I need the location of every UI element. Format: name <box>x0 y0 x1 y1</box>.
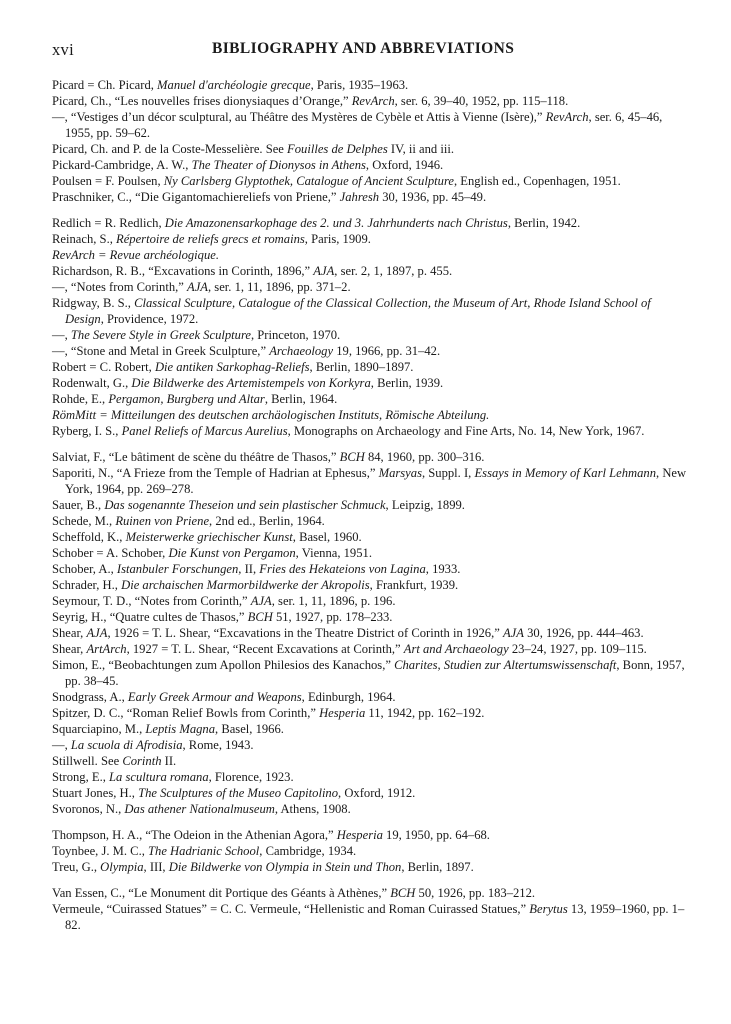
entry-text: Pickard-Cambridge, A. W., <box>52 158 192 172</box>
entry-text: Seyrig, H., “Quatre cultes de Thasos,” <box>52 610 248 624</box>
bibliography-entry <box>52 577 688 593</box>
bibliography-entry <box>52 901 688 933</box>
bibliography-group <box>52 449 688 817</box>
entry-text: , II, <box>238 562 260 576</box>
bibliography-entry <box>52 391 688 407</box>
entry-text: , ser. 6, 39–40, 1952, pp. 115–118. <box>394 94 569 108</box>
entry-text: —, “Vestiges d’un décor sculptural, au Théâtre des Mystères de Cybèle et Attis à Vienne (Isère),” <box>52 110 546 124</box>
italic-title: The Severe Style in Greek Sculpture <box>70 328 251 342</box>
bibliography-entry <box>52 231 688 247</box>
entry-text: Praschniker, C., “Die Gigantomachiereliefs von Priene,” <box>52 190 340 204</box>
italic-title: Répertoire de reliefs grecs et romains <box>116 232 305 246</box>
entry-text: , Cambridge, 1934. <box>259 844 357 858</box>
italic-title: Istanbuler Forschungen <box>116 562 239 576</box>
entry-text: , Basel, 1960. <box>292 530 362 544</box>
entry-text: Schober = A. Schober, <box>52 546 169 560</box>
entry-text: , ser. 1, 11, 1896, pp. 371–2. <box>208 280 351 294</box>
bibliography-entry <box>52 827 688 843</box>
italic-title: BCH <box>339 450 365 464</box>
italic-title: Charites, Studien zur Altertumswissenschaft <box>394 658 617 672</box>
entry-text: Picard, Ch. and P. de la Coste-Messelière. See <box>52 142 288 156</box>
entry-text: Seymour, T. D., “Notes from Corinth,” <box>52 594 251 608</box>
italic-title: Die Bildwerke von Olympia in Stein und Thon <box>168 860 402 874</box>
bibliography-entry <box>52 737 688 753</box>
italic-title: Manuel d'archéologie grecque <box>157 78 311 92</box>
entry-text: Reinach, S., <box>52 232 117 246</box>
entry-text: , 1927 = T. L. Shear, “Recent Excavations at Corinth,” <box>126 642 404 656</box>
entry-text: 19, 1966, pp. 31–42. <box>333 344 441 358</box>
bibliography-entry <box>52 545 688 561</box>
bibliography-entry <box>52 529 688 545</box>
entry-text: Stillwell. See <box>52 754 123 768</box>
entry-text: , Vienna, 1951. <box>295 546 372 560</box>
italic-title: RevArch <box>351 94 395 108</box>
bibliography-entry <box>52 641 688 657</box>
entry-text: Saporiti, N., “A Frieze from the Temple of Hadrian at Ephesus,” <box>52 466 379 480</box>
bibliography-entry <box>52 279 688 295</box>
bibliography-entry <box>52 801 688 817</box>
entry-text: Picard = Ch. Picard, <box>52 78 158 92</box>
entry-text: Picard, Ch., “Les nouvelles frises dionysiaques d’Orange,” <box>52 94 352 108</box>
italic-title: Archaeology <box>269 344 334 358</box>
entry-text: , New York, 1964, pp. 269–278. <box>65 466 687 496</box>
entry-text: 50, 1926, pp. 183–212. <box>415 886 536 900</box>
italic-title: AJA <box>86 626 108 640</box>
italic-title: Ruinen von Priene <box>115 514 210 528</box>
italic-title: ArtArch <box>86 642 127 656</box>
entry-text: , Frankfurt, 1939. <box>369 578 459 592</box>
entry-text: Strong, E., <box>52 770 110 784</box>
bibliography-list <box>52 77 688 943</box>
bibliography-entry <box>52 247 688 263</box>
bibliography-group <box>52 77 688 205</box>
entry-text: Van Essen, C., “Le Monument dit Portique des Géants à Athènes,” <box>52 886 391 900</box>
entry-text: , Princeton, 1970. <box>250 328 341 342</box>
bibliography-entry <box>52 173 688 189</box>
italic-title: Jahresh <box>339 190 380 204</box>
entry-text: —, “Stone and Metal in Greek Sculpture,” <box>52 344 270 358</box>
italic-title: Meisterwerke griechischer Kunst <box>125 530 293 544</box>
bibliography-entry <box>52 705 688 721</box>
bibliography-entry <box>52 689 688 705</box>
entry-text: 23–24, 1927, pp. 109–115. <box>508 642 647 656</box>
italic-title: La scultura romana <box>109 770 209 784</box>
italic-title: Corinth <box>122 754 162 768</box>
bibliography-group <box>52 215 688 439</box>
entry-text: , ser. 1, 11, 1896, p. 196. <box>271 594 396 608</box>
italic-title: AJA <box>313 264 335 278</box>
bibliography-entry <box>52 215 688 231</box>
entry-text: , ser. 2, 1, 1897, p. 455. <box>334 264 453 278</box>
entry-text: , Leipzig, 1899. <box>385 498 465 512</box>
entry-text: Treu, G., <box>52 860 101 874</box>
entry-text: , Oxford, 1912. <box>338 786 416 800</box>
entry-text: Salviat, F., “Le bâtiment de scène du théâtre de Thasos,” <box>52 450 340 464</box>
italic-title: Die archaischen Marmorbildwerke der Akropolis <box>121 578 370 592</box>
bibliography-entry <box>52 359 688 375</box>
entry-text: Svoronos, N., <box>52 802 125 816</box>
bibliography-entry <box>52 609 688 625</box>
entry-text: 30, 1926, pp. 444–463. <box>523 626 644 640</box>
entry-text: II. <box>161 754 177 768</box>
entry-text: Richardson, R. B., “Excavations in Corinth, 1896,” <box>52 264 314 278</box>
entry-text: , Paris, 1935–1963. <box>310 78 409 92</box>
entry-text: , Bonn, 1957, pp. 38–45. <box>65 658 685 688</box>
italic-title: Early Greek Armour and Weapons <box>127 690 302 704</box>
entry-text: , Berlin, 1942. <box>507 216 581 230</box>
entry-text: Snodgrass, A., <box>52 690 128 704</box>
bibliography-group <box>52 827 688 875</box>
entry-text: Stuart Jones, H., <box>52 786 139 800</box>
italic-title: BCH <box>247 610 273 624</box>
entry-text: , Monographs on Archaeology and Fine Arts, No. 14, New York, 1967. <box>287 424 645 438</box>
entry-text: , Basel, 1966. <box>215 722 284 736</box>
entry-text: , 1933. <box>425 562 461 576</box>
bibliography-entry <box>52 721 688 737</box>
italic-title: Die Kunst von Pergamon <box>168 546 296 560</box>
bibliography-entry <box>52 263 688 279</box>
entry-text: —, “Notes from Corinth,” <box>52 280 188 294</box>
entry-text: Schober, A., <box>52 562 117 576</box>
italic-title: RömMitt = Mitteilungen des deutschen archäologischen Instituts, Römische Abteilung. <box>52 408 490 422</box>
entry-text: , 2nd ed., Berlin, 1964. <box>209 514 325 528</box>
page-number: xvi <box>52 40 74 59</box>
bibliography-entry <box>52 657 688 689</box>
italic-title: Panel Reliefs of Marcus Aurelius <box>121 424 288 438</box>
entry-text: Schrader, H., <box>52 578 122 592</box>
italic-title: The Sculptures of the Museo Capitolino <box>138 786 339 800</box>
bibliography-entry <box>52 785 688 801</box>
italic-title: Hesperia <box>319 706 366 720</box>
entry-text: Spitzer, D. C., “Roman Relief Bowls from Corinth,” <box>52 706 320 720</box>
italic-title: Das sogenannte Theseion und sein plastischer Schmuck <box>104 498 386 512</box>
entry-text: Ryberg, I. S., <box>52 424 122 438</box>
italic-title: AJA <box>187 280 208 294</box>
entry-text: , Oxford, 1946. <box>365 158 444 172</box>
entry-text: Sauer, B., <box>52 498 105 512</box>
entry-text: Thompson, H. A., “The Odeion in the Athenian Agora,” <box>52 828 337 842</box>
bibliography-entry <box>52 561 688 577</box>
entry-text: , Paris, 1909. <box>304 232 371 246</box>
bibliography-entry <box>52 407 688 423</box>
entry-text: 13, 1959–1960, pp. 1–82. <box>65 902 685 932</box>
italic-title: La scuola di Afrodisia <box>70 738 183 752</box>
page-title: BIBLIOGRAPHY AND ABBREVIATIONS <box>212 40 515 57</box>
bibliography-entry <box>52 593 688 609</box>
entry-text: , Florence, 1923. <box>208 770 294 784</box>
bibliography-entry <box>52 295 688 327</box>
entry-text: , English ed., Copenhagen, 1951. <box>453 174 621 188</box>
entry-text: Vermeule, “Cuirassed Statues” = C. C. Vermeule, “Hellenistic and Roman Cuirassed Statues,” <box>52 902 530 916</box>
entry-text: , Suppl. I, <box>421 466 475 480</box>
italic-title: Leptis Magna <box>145 722 216 736</box>
bibliography-entry <box>52 513 688 529</box>
entry-text: Schede, M., <box>52 514 116 528</box>
bibliography-entry <box>52 93 688 109</box>
italic-title: Das athener Nationalmuseum <box>124 802 275 816</box>
entry-text: , ser. 6, 45–46, 1955, pp. 59–62. <box>65 110 663 140</box>
entry-text: Squarciapino, M., <box>52 722 146 736</box>
italic-title: Essays in Memory of Karl Lehmann <box>474 466 657 480</box>
entry-text: , 1926 = T. L. Shear, “Excavations in the Theatre District of Corinth in 1926,” <box>107 626 503 640</box>
italic-title: AJA <box>250 594 272 608</box>
italic-title: Pergamon, Burgberg und Altar <box>108 392 265 406</box>
entry-text: 30, 1936, pp. 45–49. <box>379 190 487 204</box>
italic-title: Olympia <box>100 860 144 874</box>
entry-text: Rodenwalt, G., <box>52 376 132 390</box>
bibliography-entry <box>52 327 688 343</box>
entry-text: , III, <box>143 860 169 874</box>
bibliography-entry <box>52 497 688 513</box>
bibliography-entry <box>52 375 688 391</box>
italic-title: Fouilles de Delphes <box>287 142 388 156</box>
bibliography-group <box>52 885 688 933</box>
italic-title: BCH <box>390 886 416 900</box>
bibliography-entry <box>52 343 688 359</box>
entry-text: , Rome, 1943. <box>182 738 254 752</box>
bibliography-entry <box>52 465 688 497</box>
italic-title: Ny Carlsberg Glyptothek, Catalogue of Ancient Sculpture <box>163 174 454 188</box>
bibliography-entry <box>52 625 688 641</box>
italic-title: Fries des Hekateions von Lagina <box>259 562 426 576</box>
bibliography-entry <box>52 449 688 465</box>
entry-text: , Edinburgh, 1964. <box>301 690 396 704</box>
italic-title: Berytus <box>529 902 568 916</box>
page-header <box>52 40 682 64</box>
italic-title: Marsyas <box>378 466 422 480</box>
italic-title: Classical Sculpture, Catalogue of the Classical Collection, the Museum of Art, Rhode Island School of Design <box>65 296 651 326</box>
entry-text: —, <box>52 328 71 342</box>
entry-text: —, <box>52 738 71 752</box>
italic-title: AJA <box>502 626 524 640</box>
entry-text: Rohde, E., <box>52 392 109 406</box>
entry-text: 11, 1942, pp. 162–192. <box>365 706 485 720</box>
entry-text: , Providence, 1972. <box>100 312 199 326</box>
entry-text: Ridgway, B. S., <box>52 296 135 310</box>
bibliography-entry <box>52 423 688 439</box>
entry-text: Simon, E., “Beobachtungen zum Apollon Philesios des Kanachos,” <box>52 658 395 672</box>
bibliography-entry <box>52 885 688 901</box>
bibliography-entry <box>52 157 688 173</box>
entry-text: 84, 1960, pp. 300–316. <box>364 450 485 464</box>
bibliography-entry <box>52 109 688 141</box>
bibliography-entry <box>52 189 688 205</box>
italic-title: Die Bildwerke des Artemistempels von Korkyra <box>131 376 371 390</box>
entry-text: Redlich = R. Redlich, <box>52 216 165 230</box>
entry-text: Poulsen = F. Poulsen, <box>52 174 164 188</box>
italic-title: RevArch = Revue archéologique. <box>52 248 220 262</box>
italic-title: Hesperia <box>336 828 383 842</box>
bibliography-entry <box>52 769 688 785</box>
italic-title: Die antiken Sarkophag-Reliefs <box>154 360 310 374</box>
entry-text: Shear, <box>52 642 87 656</box>
bibliography-entry <box>52 141 688 157</box>
italic-title: The Theater of Dionysos in Athens <box>191 158 366 172</box>
entry-text: , Berlin, 1964. <box>264 392 338 406</box>
bibliography-entry <box>52 843 688 859</box>
entry-text: 51, 1927, pp. 178–233. <box>272 610 393 624</box>
italic-title: RevArch <box>545 110 589 124</box>
entry-text: , Berlin, 1890–1897. <box>309 360 414 374</box>
entry-text: Scheffold, K., <box>52 530 126 544</box>
italic-title: Art and Archaeology <box>403 642 509 656</box>
entry-text: IV, ii and iii. <box>387 142 455 156</box>
entry-text: Shear, <box>52 626 87 640</box>
entry-text: 19, 1950, pp. 64–68. <box>382 828 490 842</box>
bibliography-entry <box>52 859 688 875</box>
bibliography-entry <box>52 77 688 93</box>
entry-text: , Athens, 1908. <box>274 802 351 816</box>
entry-text: , Berlin, 1939. <box>370 376 444 390</box>
entry-text: Robert = C. Robert, <box>52 360 155 374</box>
entry-text: , Berlin, 1897. <box>401 860 474 874</box>
entry-text: Toynbee, J. M. C., <box>52 844 149 858</box>
italic-title: Die Amazonensarkophage des 2. und 3. Jahrhunderts nach Christus <box>164 216 508 230</box>
italic-title: The Hadrianic School <box>148 844 260 858</box>
bibliography-entry <box>52 753 688 769</box>
